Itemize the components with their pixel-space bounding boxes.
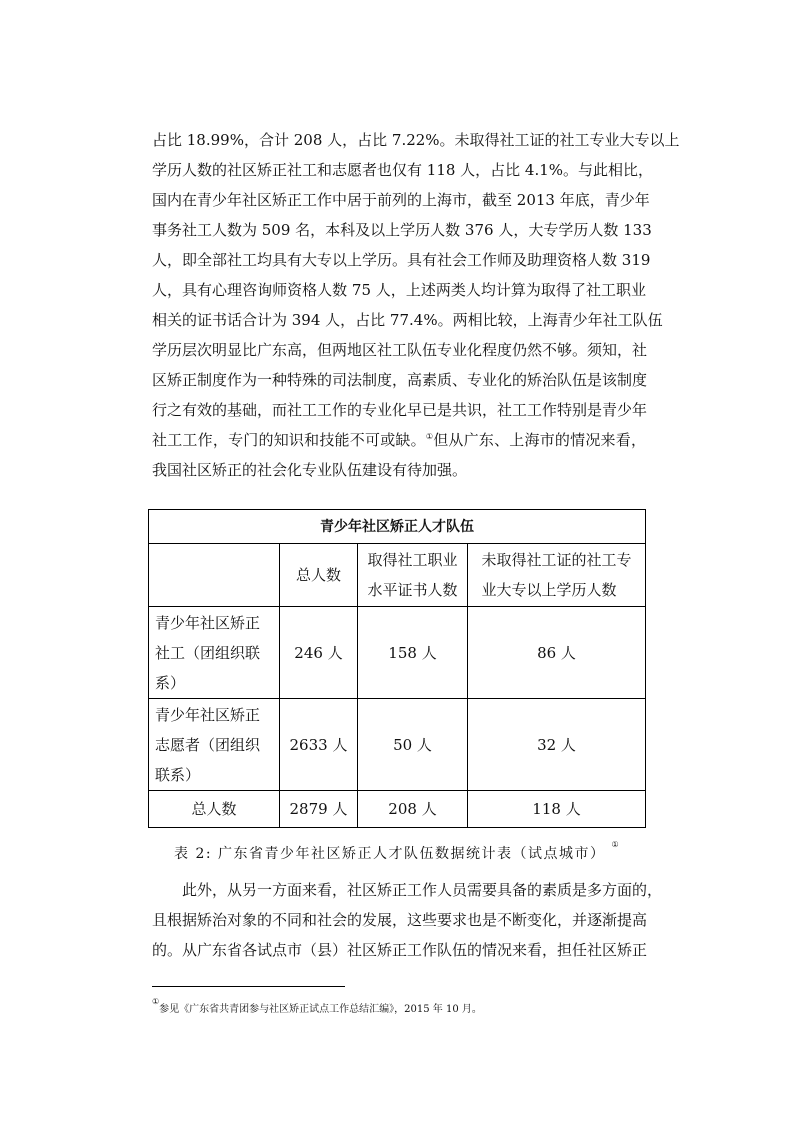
cell-certified: 208 人 — [358, 791, 468, 828]
text-line: 人，即全部社工均具有大专以上学历。具有社会工作师及助理资格人数 319 — [152, 251, 651, 269]
text-line: 国内在青少年社区矫正工作中居于前列的上海市，截至 2013 年底，青少年 — [152, 191, 650, 209]
cell-uncertified: 32 人 — [468, 699, 646, 791]
text-line: 学历层次明显比广东高，但两地区社工队伍专业化程度仍然不够。须知，社 — [152, 341, 648, 359]
table-title-row — [149, 510, 646, 544]
header-certified-text: 取得社工职业水平证书人数 — [367, 551, 458, 599]
row-label — [149, 699, 280, 791]
footnote-separator — [152, 986, 345, 987]
body-paragraph-top — [152, 125, 680, 485]
row-label-line: 青少年社区矫正 — [155, 705, 261, 724]
footnote-text: 参见《广东省共青团参与社区矫正试点工作总结汇编》，2015 年 10 月。 — [159, 1004, 482, 1015]
text-line: 此外，从另一方面来看，社区矫正工作人员需要具备的素质是多方面的， — [182, 881, 663, 899]
cell-uncertified: 118 人 — [468, 791, 646, 828]
cell-certified: 50 人 — [358, 699, 468, 791]
text-line: 且根据矫治对象的不同和社会的发展，这些要求也是不断变化，并逐渐提高 — [152, 911, 648, 929]
footnote — [152, 997, 482, 1015]
row-label — [149, 607, 280, 699]
text-line: 占比 18.99%，合计 208 人，占比 7.22%。未取得社工证的社工专业大专以上 — [152, 131, 680, 149]
text-line: 相关的证书话合计为 394 人，占比 77.4%。两相比较，上海青少年社工队伍 — [152, 311, 663, 329]
row-label-line: 志愿者（团组织 — [155, 735, 261, 754]
text-line: 学历人数的社区矫正社工和志愿者也仅有 118 人，占比 4.1%。与此相比， — [152, 161, 654, 179]
cell-certified: 158 人 — [358, 607, 468, 699]
text-line: 人，具有心理咨询师资格人数 75 人，上述两类人均计算为取得了社工职业 — [152, 281, 646, 299]
cell-total: 2879 人 — [280, 791, 358, 828]
header-cell-certified — [358, 544, 468, 607]
text-segment: 但从广东、上海市的情况来看， — [433, 431, 646, 449]
table-row — [149, 699, 646, 791]
row-label-line: 联系） — [155, 765, 201, 784]
footnote-reference[interactable]: ① — [425, 432, 434, 441]
text-line: 行之有效的基础，而社工工作的专业化早已是共识，社工工作特别是青少年 — [152, 401, 648, 419]
talent-team-table — [148, 509, 646, 828]
text-line: 的。从广东省各试点市（县）社区矫正工作队伍的情况来看，担任社区矫正 — [152, 941, 648, 959]
text-line: 事务社工人数为 509 名，本科及以上学历人数 376 人，大专学历人数 133 — [152, 221, 652, 239]
table-total-row — [149, 791, 646, 828]
caption-text: 表 2: 广东省青少年社区矫正人才队伍数据统计表（试点城市） — [174, 846, 606, 862]
text-line-with-footnote — [152, 425, 646, 455]
table-row — [149, 607, 646, 699]
header-cell-empty — [149, 544, 280, 607]
header-cell-uncertified — [468, 544, 646, 607]
cell-uncertified: 86 人 — [468, 607, 646, 699]
text-line: 区矫正制度作为一种特殊的司法制度，高素质、专业化的矫治队伍是该制度 — [152, 371, 648, 389]
table-caption — [174, 840, 621, 863]
row-label-line: 系） — [155, 673, 186, 692]
table-header-row — [149, 544, 646, 607]
footnote-reference[interactable]: ① — [611, 840, 621, 849]
row-label-line: 青少年社区矫正 — [155, 613, 261, 632]
table-title: 青少年社区矫正人才队伍 — [149, 510, 646, 544]
text-line: 我国社区矫正的社会化专业队伍建设有待加强。 — [152, 461, 468, 479]
row-label-line: 社工（团组织联 — [155, 643, 261, 662]
text-segment: 社工工作，专门的知识和技能不可或缺。 — [152, 431, 426, 449]
footnote-mark: ① — [152, 997, 160, 1006]
header-uncertified-text: 未取得社工证的社工专业大专以上学历人数 — [481, 551, 632, 599]
cell-total: 2633 人 — [280, 699, 358, 791]
body-paragraph-bottom — [152, 875, 663, 965]
cell-total: 246 人 — [280, 607, 358, 699]
row-label: 总人数 — [149, 791, 280, 828]
header-cell-total: 总人数 — [280, 544, 358, 607]
